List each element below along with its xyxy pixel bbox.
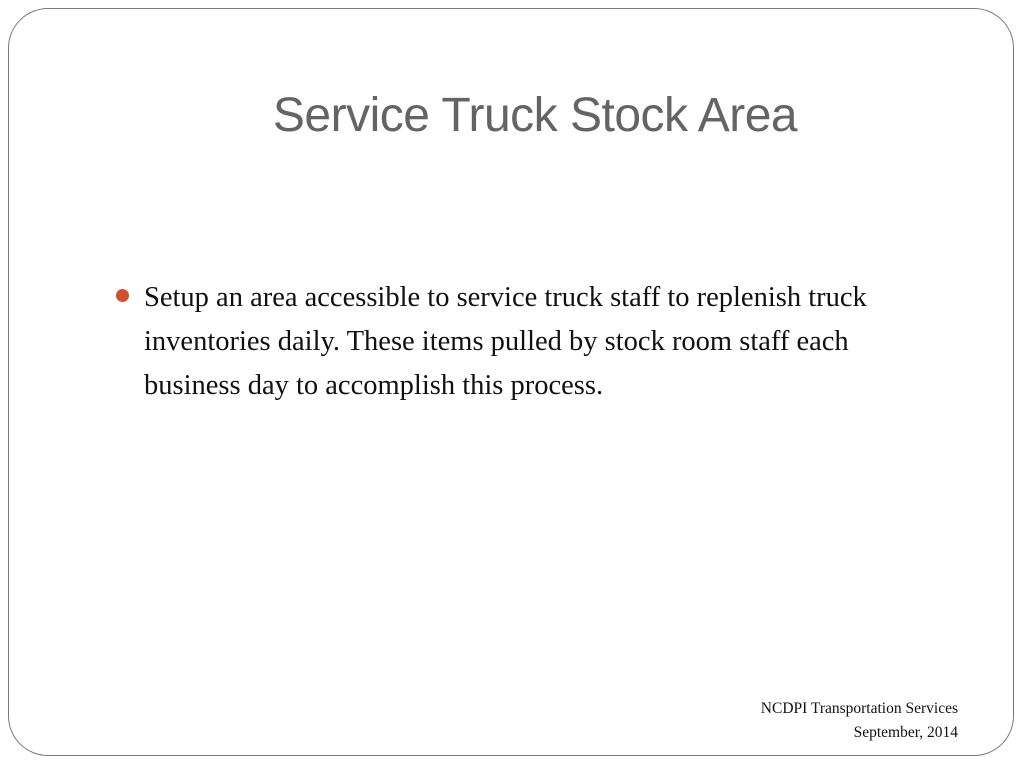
bullet-text: Setup an area accessible to service truck staff to replenish truck inventories daily. These items pulled by stock room staff each business day to accomplish this process. <box>144 282 867 401</box>
slide-footer <box>761 697 958 745</box>
footer-organization: NCDPI Transportation Services <box>760 700 958 717</box>
bullet-dot-icon <box>116 289 129 302</box>
bullet-item <box>110 276 910 408</box>
footer-date: September, 2014 <box>853 724 958 741</box>
slide-title: Service Truck Stock Area <box>272 89 798 142</box>
slide-body <box>110 276 910 408</box>
